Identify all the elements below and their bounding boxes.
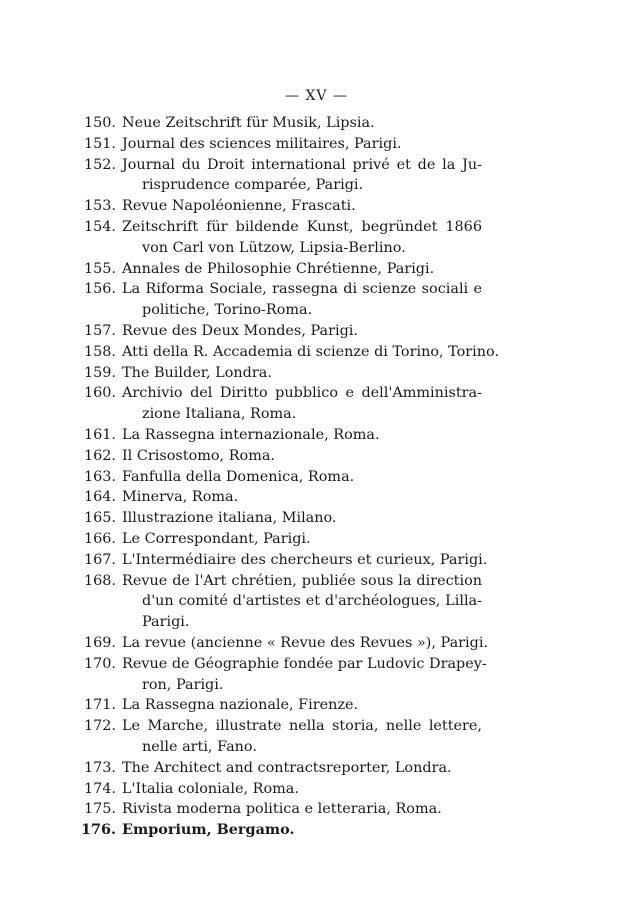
- list-item: [0, 820, 633, 841]
- entry-text: [122, 571, 482, 633]
- entry-text: [122, 113, 482, 134]
- entry-number: 167.: [83, 551, 116, 568]
- entry-line: Revue des Deux Mondes, Parigi.: [122, 322, 358, 339]
- entry-line: zione Italiana, Roma.: [142, 406, 297, 423]
- entry-line: Emporium, Bergamo.: [122, 821, 295, 839]
- entry-text: [122, 487, 482, 508]
- entry-line: La revue (ancienne « Revue des Revues »), Parigi.: [122, 634, 489, 651]
- list-item: [0, 550, 633, 571]
- entry-line: Le Correspondant, Parigi.: [122, 530, 311, 547]
- entry-text: [122, 467, 482, 488]
- list-item: [0, 134, 633, 155]
- entry-line: Illustrazione italiana, Milano.: [122, 510, 337, 527]
- list-item: [0, 654, 633, 696]
- list-item: [0, 799, 633, 820]
- entry-line: The Architect and contractsreporter, Londra.: [122, 759, 452, 776]
- list-item: [0, 467, 633, 488]
- entry-line: Neue Zeitschrift für Musik, Lipsia.: [122, 115, 375, 131]
- entry-number: 169.: [83, 634, 116, 651]
- list-item: [0, 259, 633, 280]
- list-item: [0, 758, 633, 779]
- entry-number: 158.: [83, 343, 116, 360]
- entry-line: The Builder, Londra.: [122, 364, 272, 381]
- list-item: [0, 113, 633, 134]
- entry-text: [122, 446, 482, 467]
- entry-line: Revue Napoléonienne, Frascati.: [122, 198, 356, 215]
- entry-number: 168.: [83, 572, 116, 589]
- entry-line: L'Italia coloniale, Roma.: [122, 780, 299, 797]
- entry-line: La Rassegna nazionale, Firenze.: [122, 697, 359, 714]
- entry-number: 151.: [83, 135, 116, 152]
- list-item: [0, 695, 633, 716]
- entry-number: 157.: [83, 322, 116, 339]
- entry-number: 152.: [83, 156, 116, 173]
- entry-line: Zeitschrift für bildende Kunst, begründet 1866: [122, 218, 482, 235]
- list-item: [0, 155, 633, 197]
- list-item: [0, 571, 633, 633]
- entry-number: 175.: [83, 801, 116, 818]
- entry-number: 164.: [83, 489, 116, 506]
- entry-line: La Riforma Sociale, rassegna di scienze sociali e: [122, 281, 482, 298]
- list-item: [0, 487, 633, 508]
- entry-text: [122, 550, 488, 571]
- entry-text: [122, 529, 482, 550]
- entry-text: [122, 217, 482, 259]
- entry-number: 163.: [83, 468, 116, 485]
- entry-number: 172.: [83, 718, 116, 735]
- list-item: [0, 633, 633, 654]
- entry-line: politiche, Torino-Roma.: [142, 302, 313, 319]
- entry-text: [122, 321, 482, 342]
- entry-text: [122, 134, 482, 155]
- entry-text: [122, 820, 482, 841]
- entry-text: [122, 279, 482, 321]
- list-item: [0, 321, 633, 342]
- list-item: [0, 446, 633, 467]
- entry-line: Rivista moderna politica e letteraria, Roma.: [122, 801, 442, 818]
- entry-list: [0, 113, 633, 841]
- entry-text: [122, 633, 489, 654]
- entry-number: 160.: [83, 385, 116, 402]
- entry-number: 171.: [83, 697, 116, 714]
- entry-number: 166.: [83, 530, 116, 547]
- entry-number: 165.: [83, 510, 116, 527]
- list-item: [0, 217, 633, 259]
- entry-line: von Carl von Lützow, Lipsia-Berlino.: [142, 239, 406, 256]
- entry-text: [122, 758, 482, 779]
- list-item: [0, 196, 633, 217]
- list-item: [0, 508, 633, 529]
- entry-text: [122, 342, 500, 363]
- entry-text: [122, 363, 482, 384]
- entry-text: [122, 799, 482, 820]
- entry-text: [122, 155, 482, 197]
- list-item: [0, 363, 633, 384]
- entry-number: 156.: [83, 281, 116, 298]
- list-item: [0, 342, 633, 363]
- entry-line: Le Marche, illustrate nella storia, nelle lettere,: [122, 718, 482, 735]
- entry-line: nelle arti, Fano.: [142, 738, 257, 755]
- list-item: [0, 716, 633, 758]
- entry-text: [122, 425, 482, 446]
- entry-number: 155.: [83, 260, 116, 277]
- entry-line: Annales de Philosophie Chrétienne, Parigi.: [122, 260, 435, 277]
- page-number: — XV —: [285, 88, 348, 104]
- entry-text: [122, 508, 482, 529]
- entry-line: Revue de l'Art chrétien, publiée sous la direction: [122, 572, 482, 589]
- entry-text: [122, 196, 482, 217]
- entry-line: Il Crisostomo, Roma.: [122, 447, 275, 464]
- list-item: [0, 529, 633, 550]
- entry-line: risprudence comparée, Parigi.: [142, 177, 364, 194]
- entry-line: Archivio del Diritto pubblico e dell'Amministra-: [122, 385, 482, 402]
- entry-line: L'Intermédiaire des chercheurs et curieux, Parigi.: [122, 551, 488, 568]
- list-item: [0, 425, 633, 446]
- entry-number: 159.: [83, 364, 116, 381]
- entry-text: [122, 695, 482, 716]
- list-item: [0, 383, 633, 425]
- entry-line: Atti della R. Accademia di scienze di Torino, Torino.: [122, 343, 500, 360]
- entry-line: d'un comité d'artistes et d'archéologues, Lilla-: [142, 593, 482, 610]
- entry-number: 161.: [83, 426, 116, 443]
- entry-number: 154.: [83, 218, 116, 235]
- entry-text: [122, 654, 487, 696]
- entry-line: Revue de Géographie fondée par Ludovic Drapey-: [122, 655, 487, 672]
- list-item: [0, 779, 633, 800]
- entry-number: 173.: [83, 759, 116, 776]
- entry-number: 150.: [83, 115, 116, 131]
- entry-text: [122, 259, 482, 280]
- entry-line: Parigi.: [142, 614, 190, 631]
- entry-text: [122, 779, 482, 800]
- entry-text: [122, 716, 482, 758]
- entry-text: [122, 383, 482, 425]
- list-item: [0, 279, 633, 321]
- entry-line: La Rassegna internazionale, Roma.: [122, 426, 380, 443]
- entry-line: Journal du Droit international privé et de la Ju-: [122, 156, 482, 173]
- entry-number: 162.: [83, 447, 116, 464]
- entry-line: ron, Parigi.: [142, 676, 224, 693]
- entry-number: 174.: [83, 780, 116, 797]
- entry-number: 170.: [83, 655, 116, 672]
- entry-number: 176.: [80, 821, 116, 839]
- entry-number: 153.: [83, 198, 116, 215]
- entry-line: Fanfulla della Domenica, Roma.: [122, 468, 355, 485]
- entry-line: Minerva, Roma.: [122, 489, 239, 506]
- entry-line: Journal des sciences militaires, Parigi.: [122, 135, 402, 152]
